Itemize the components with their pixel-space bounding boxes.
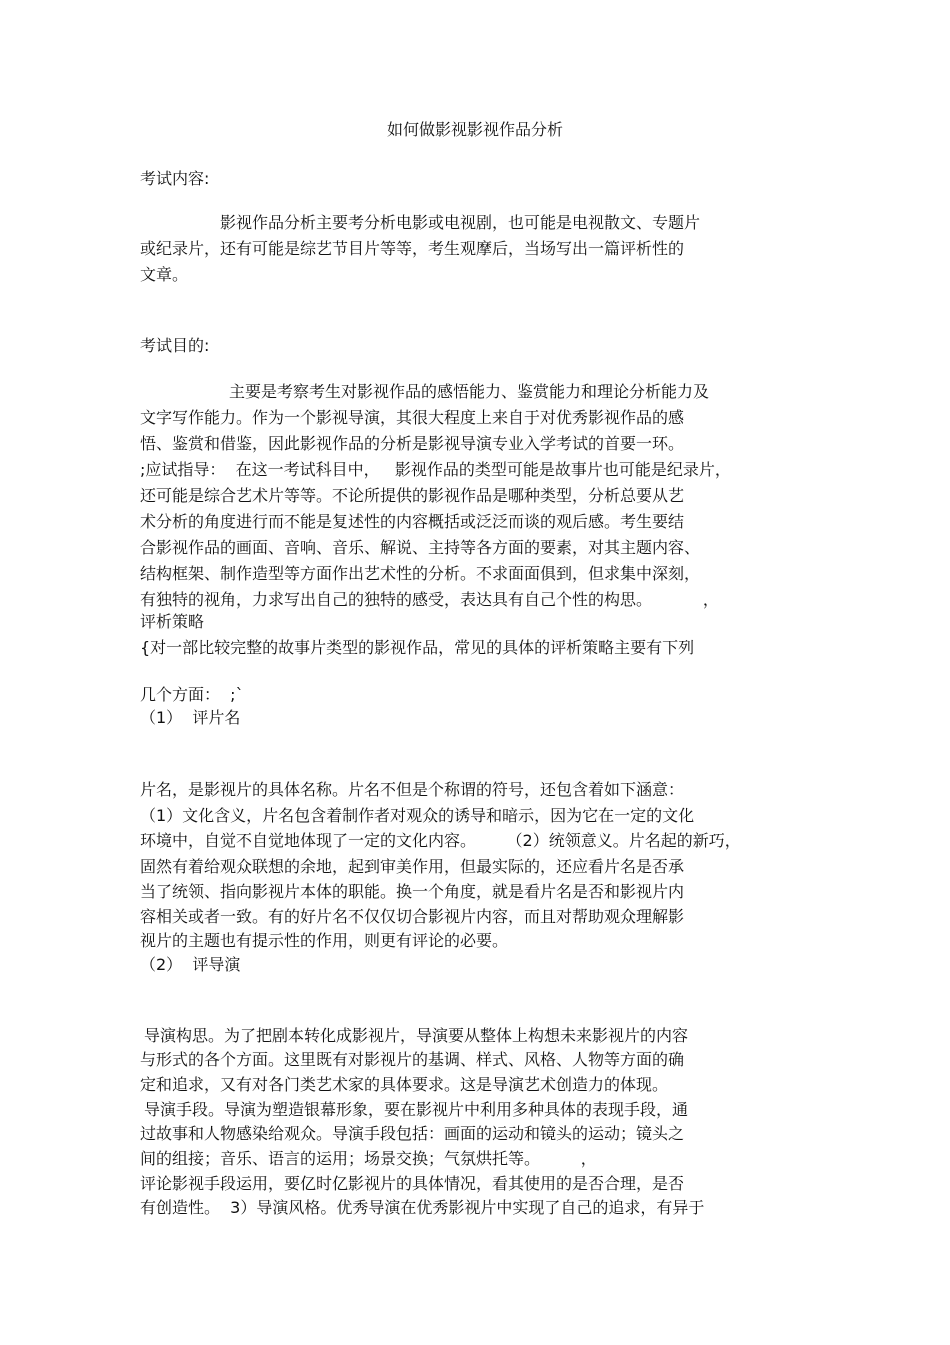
paragraph-line: 固然有着给观众联想的余地，起到审美作用，但最实际的，还应看片名是否承 — [140, 857, 685, 876]
paragraph-line: 几个方面： ;` — [140, 685, 244, 704]
paragraph-line: 有独特的视角，力求写出自己的独特的感受，表达具有自己个性的构思。 ， — [140, 590, 719, 609]
paragraph-line: 导演构思。为了把剧本转化成影视片，导演要从整体上构想未来影视片的内容 — [144, 1026, 689, 1045]
heading-exam-purpose: 考试目的: — [140, 336, 210, 355]
subsection-heading: （2） 评导演 — [140, 955, 241, 974]
document-title: 如何做影视影视作品分析 — [386, 120, 563, 139]
paragraph-line: （1）文化含义，片名包含着制作者对观众的诱导和暗示，因为它在一定的文化 — [140, 806, 695, 825]
paragraph-line: 与形式的各个方面。这里既有对影视片的基调、样式、风格、人物等方面的确 — [140, 1050, 685, 1069]
paragraph-line: 或纪录片，还有可能是综艺节目片等等，考生观摩后，当场写出一篇评析性的 — [140, 239, 685, 258]
paragraph-line: 当了统领、指向影视片本体的职能。换一个角度，就是看片名是否和影视片内 — [140, 882, 685, 901]
heading-exam-content: 考试内容: — [140, 169, 210, 188]
paragraph-line: 视片的主题也有提示性的作用，则更有评论的必要。 — [140, 931, 509, 950]
paragraph-line: 术分析的角度进行而不能是复述性的内容概括或泛泛而谈的观后感。考生要结 — [140, 512, 685, 531]
paragraph-line: ;应试指导： 在这一考试科目中， 影视作品的类型可能是故事片也可能是纪录片， — [140, 460, 731, 479]
paragraph-line: 容相关或者一致。有的好片名不仅仅切合影视片内容，而且对帮助观众理解影 — [140, 907, 685, 926]
paragraph-line: 文字写作能力。作为一个影视导演，其很大程度上来自于对优秀影视作品的感 — [140, 408, 685, 427]
paragraph-line: 悟、鉴赏和借鉴，因此影视作品的分析是影视导演专业入学考试的首要一环。 — [140, 434, 685, 453]
paragraph-line: 主要是考察考生对影视作品的感悟能力、鉴赏能力和理论分析能力及 — [229, 382, 710, 401]
paragraph-line: 导演手段。导演为塑造银幕形象，要在影视片中利用多种具体的表现手段，通 — [144, 1100, 689, 1119]
paragraph-line: 文章。 — [140, 265, 189, 284]
paragraph-line: 影视作品分析主要考分析电影或电视剧，也可能是电视散文、专题片 — [220, 213, 701, 232]
subsection-heading: （1） 评片名 — [140, 708, 241, 727]
section-heading: 评析策略 — [140, 612, 205, 631]
paragraph-line: 环境中，自觉不自觉地体现了一定的文化内容。 （2）统领意义。片名起的新巧， — [140, 831, 741, 850]
paragraph-line: 结构框架、制作造型等方面作出艺术性的分析。不求面面俱到，但求集中深刻， — [140, 564, 701, 583]
paragraph-line: 评论影视手段运用，要亿时亿影视片的具体情况，看其使用的是否合理，是否 — [140, 1174, 685, 1193]
paragraph-line: 有创造性。 3）导演风格。优秀导演在优秀影视片中实现了自己的追求，有异于 — [140, 1198, 705, 1217]
paragraph-line: 合影视作品的画面、音响、音乐、解说、主持等各方面的要素，对其主题内容、 — [140, 538, 701, 557]
paragraph-line: 定和追求，又有对各门类艺术家的具体要求。这是导演艺术创造力的体现。 — [140, 1075, 669, 1094]
paragraph-line: {对一部比较完整的故事片类型的影视作品，常见的具体的评析策略主要有下列 — [140, 638, 695, 657]
paragraph-line: 还可能是综合艺术片等等。不论所提供的影视作品是哪种类型，分析总要从艺 — [140, 486, 685, 505]
paragraph-line: 过故事和人物感染给观众。导演手段包括：画面的运动和镜头的运动；镜头之 — [140, 1124, 685, 1143]
paragraph-line: 间的组接；音乐、语言的运用；场景交换；气氛烘托等。 ， — [140, 1149, 597, 1168]
paragraph-line: 片名，是影视片的具体名称。片名不但是个称谓的符号，还包含着如下涵意： — [140, 780, 685, 799]
